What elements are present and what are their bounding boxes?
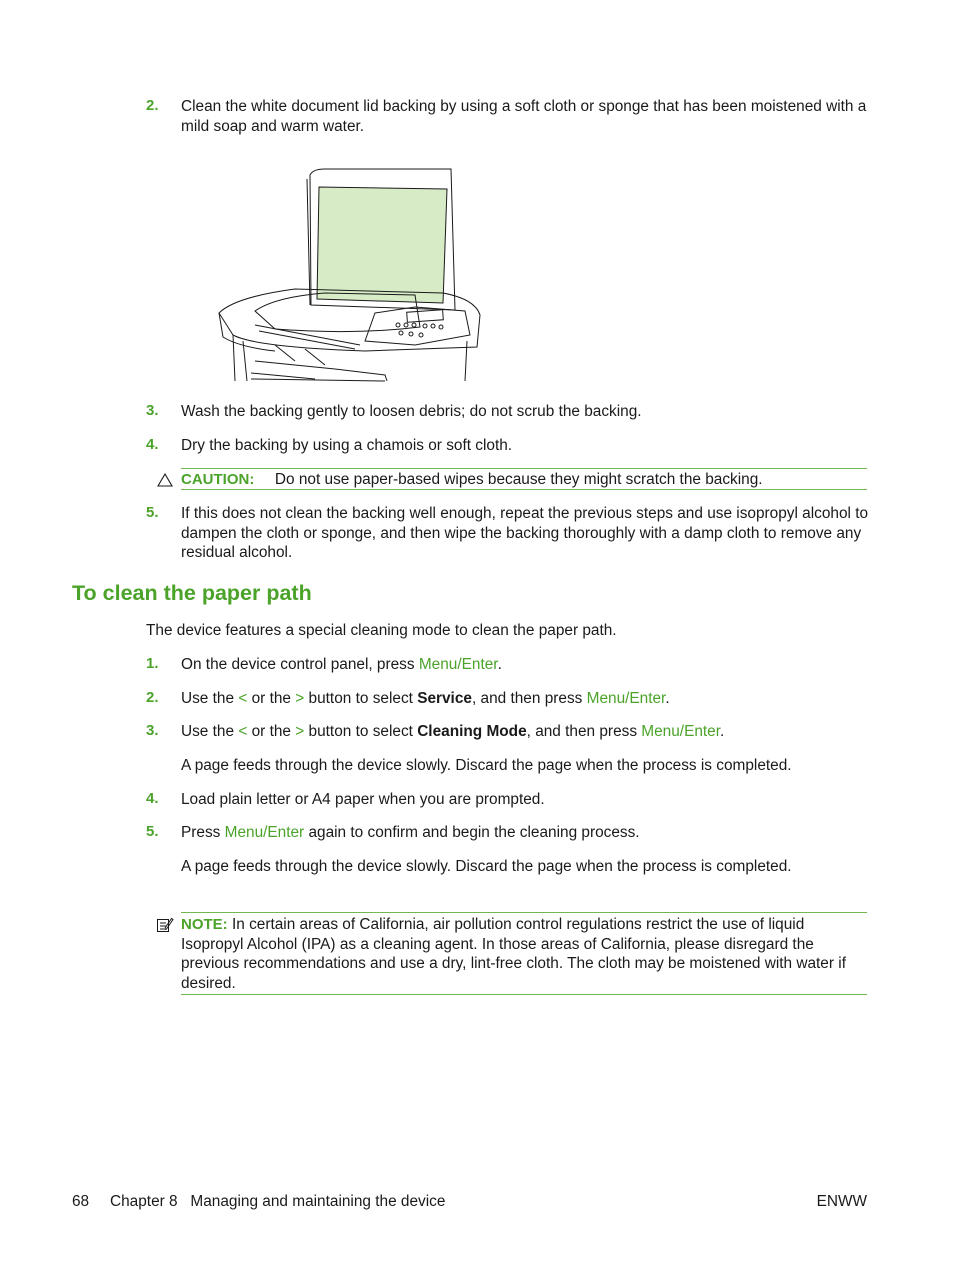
right-arrow-button-ref: > [295, 690, 305, 707]
step-text: Dry the backing by using a chamois or soft cloth. [181, 437, 513, 454]
menu-enter-ref: Menu/Enter [418, 656, 498, 673]
caution-top-rule [181, 468, 867, 469]
caution-bottom-rule [181, 489, 867, 490]
text-fragment: button to select [304, 723, 418, 740]
step-text: Clean the white document lid backing by using a soft cloth or sponge that has been moistened with a mild soap and warm water. [181, 98, 867, 135]
left-arrow-button-ref: < [238, 723, 248, 740]
step-number: 5. [146, 823, 159, 840]
step-text: Load plain letter or A4 paper when you are prompted. [181, 791, 545, 808]
note-text: In certain areas of California, air pollution control regulations restrict the use of liquid Isopropyl Alcohol (IPA) as a cleaning agent. In those areas of California, please disregard the previous recommendations and use a dry, lint-free cloth. The cloth may be moistened with water if desired. [181, 916, 846, 992]
note-pencil-icon [156, 916, 174, 934]
step-note: A page feeds through the device slowly. Discard the page when the process is completed. [181, 858, 792, 875]
scanner-lid-illustration [215, 165, 485, 385]
text-fragment: . [497, 656, 502, 673]
text-fragment: , and then press [471, 690, 587, 707]
menu-item-ref: Service [417, 690, 472, 707]
step-number: 4. [146, 436, 159, 453]
step-text: If this does not clean the backing well enough, repeat the previous steps and use isopropyl alcohol to dampen the cloth or sponge, and then wipe the backing thoroughly with a damp cloth to remove any residual alcohol. [181, 505, 869, 561]
text-fragment: On the device control panel, press [181, 656, 419, 673]
menu-item-ref: Cleaning Mode [417, 723, 527, 740]
chapter-title: Chapter 8 Managing and maintaining the device [110, 1193, 446, 1210]
step-number: 3. [146, 722, 159, 739]
text-fragment: . [720, 723, 725, 740]
text-fragment: Use the [181, 690, 239, 707]
note-top-rule [181, 912, 867, 913]
section-heading: To clean the paper path [72, 581, 312, 605]
caution-text: Do not use paper-based wipes because they might scratch the backing. [274, 471, 763, 488]
page-number: 68 [72, 1193, 90, 1210]
caution-line [181, 470, 871, 490]
menu-enter-ref: Menu/Enter [224, 824, 305, 841]
caution-triangle-icon [157, 473, 173, 487]
text-fragment: or the [247, 690, 296, 707]
menu-enter-ref: Menu/Enter [641, 723, 721, 740]
text-fragment: . [665, 690, 670, 707]
footer-right-label: ENWW [816, 1193, 867, 1210]
text-fragment: again to confirm and begin the cleaning process. [304, 824, 640, 841]
text-fragment: Press [181, 824, 225, 841]
text-fragment: Use the [181, 723, 239, 740]
section-intro: The device features a special cleaning mode to clean the paper path. [146, 622, 617, 639]
step-text [181, 689, 670, 709]
right-arrow-button-ref: > [295, 723, 305, 740]
step-text [181, 722, 724, 742]
left-arrow-button-ref: < [238, 690, 248, 707]
step-number: 2. [146, 97, 159, 114]
text-fragment: , and then press [526, 723, 642, 740]
note-paragraph [181, 915, 869, 993]
step-number: 1. [146, 655, 159, 672]
step-note: A page feeds through the device slowly. Discard the page when the process is completed. [181, 757, 792, 774]
note-label: NOTE: [181, 916, 228, 933]
step-text [181, 823, 640, 843]
step-text [181, 655, 502, 675]
text-fragment: or the [247, 723, 296, 740]
step-number: 2. [146, 689, 159, 706]
menu-enter-ref: Menu/Enter [586, 690, 666, 707]
note-bottom-rule [181, 994, 867, 995]
step-number: 5. [146, 504, 159, 521]
step-text: Wash the backing gently to loosen debris; do not scrub the backing. [181, 403, 642, 420]
step-number: 4. [146, 790, 159, 807]
text-fragment: button to select [304, 690, 418, 707]
step-number: 3. [146, 402, 159, 419]
caution-label: CAUTION: [181, 471, 255, 488]
